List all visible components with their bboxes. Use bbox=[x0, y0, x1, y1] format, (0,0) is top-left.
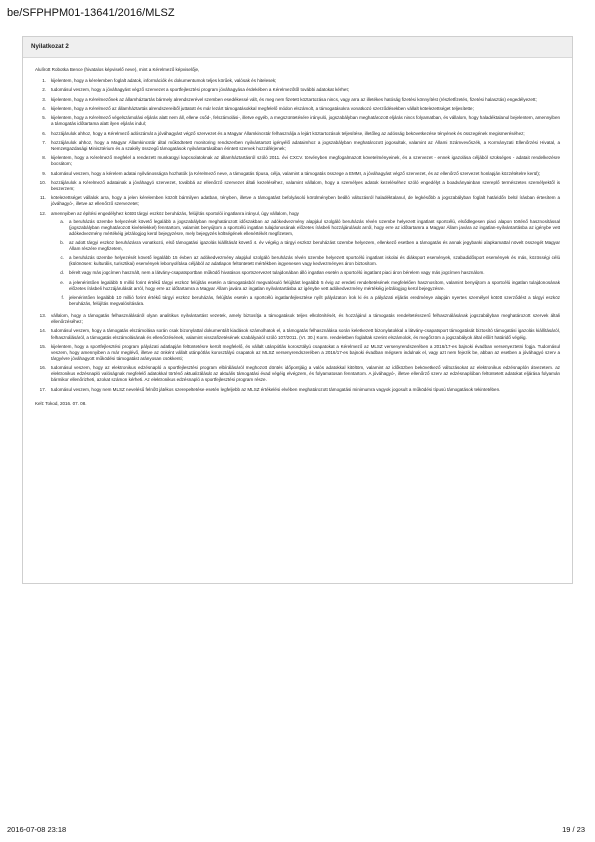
item-text: tudomásul veszem, hogy az elektronikus edzésnapló a sportfejlesztési program elbírálásáról meghozott döntés időpontjáig a valós adatokkal kitöltöm, valamint az időközben bekövetkező változásokat az elektronikus edzésnaplón átvezetem. az elektronikus edzésnapló valóságnak megfelelő adatokkal történő aktualizálását az aktuális támogatási évad végéig elvégzem, és folyamatosan fenntartom. A jóváhagyó-, illetve ellenőrző szerv az edzésnaplóban feltüntetett adatokat eljárása folyamán bármikor ellenőrizheti, azokat számon kérheti. Az elektronikus edzésnapló a sportfejlesztési program része. bbox=[51, 365, 560, 383]
sub-list bbox=[51, 219, 560, 307]
item-number: 17. bbox=[39, 386, 46, 392]
item-text: hozzájárulok ahhoz, hogy a Kérelmező adószámát a jóváhagyást végző szervezet és a Magyar Államkincstár felhasználja a lejárt köztartozások teljesítése, illetőleg az adósság bekövetkezése tényének és összegének megismeréséhez; bbox=[51, 130, 525, 136]
list-item bbox=[35, 171, 560, 177]
item-text: tudomásul veszem, hogy a kérelem adatai nyilvánosságra hozhatók (a Kérelmező neve, a támogatás típusa, célja, valamint a támogatás összege a EMMI, a jóváhagyást végző szervezet, és az ellenőrző szervezet honlapján közzétételre kerül); bbox=[51, 170, 541, 176]
list-item bbox=[35, 195, 560, 207]
footer-timestamp: 2016-07-08 23:18 bbox=[7, 825, 67, 834]
panel-title: Nyilatkozat 2 bbox=[23, 37, 572, 58]
list-item bbox=[35, 328, 560, 340]
list-item bbox=[35, 211, 560, 310]
sub-item bbox=[51, 295, 560, 307]
item-number: 16. bbox=[39, 365, 46, 371]
item-number: 11. bbox=[40, 195, 46, 201]
list-item bbox=[35, 313, 560, 325]
list-item bbox=[35, 106, 560, 112]
item-number: 13. bbox=[39, 313, 46, 319]
item-text: hozzájárulok ahhoz, hogy a Magyar Államkincstár által működtetett monitoring rendszerben nyilvántartott igényélő adataimhoz a jogszabályban meghatározott jogosultak, valamint az Állami Számvevőszék, a Kormányzati Ellenőrzési Hivatal, a Nemzetgazdasági Minisztérium és a szakély összegű támogatások nyilvántartásában érintett szervek hozzáférjenek; bbox=[51, 139, 560, 151]
sub-item-text: bérelt vagy más jogcímen használt, nem a látvány-csapatsportban működő hivatásos sportszervezet tulajdonában álló ingatlan esetén a sportcélú ingatlant piaci áron bérelem vagy más jogcímen használom. bbox=[69, 270, 485, 276]
page-number: 19 / 23 bbox=[562, 825, 585, 834]
item-text: tudomásul veszem, hogy a jóváhagyást végző szervezet a sportfejlesztési program jóváhagyása érdekében a Kérelmezőtől további adatokat kérhet; bbox=[51, 87, 349, 93]
item-number: 8. bbox=[42, 155, 46, 161]
item-number: 5. bbox=[42, 115, 46, 121]
item-number: 7. bbox=[42, 139, 46, 145]
sub-item bbox=[51, 255, 560, 267]
document-id: be/SFPHPM01-13641/2016/MLSZ bbox=[7, 7, 175, 19]
item-text: kijelentem, hogy a Kérelmező az államháztartás alrendszereiből juttatott és már lezárt támogatásokkal megfelelő módon elszámolt, a támogatásokra vonatkozó szerződésekben vállalt kötelezettséget teljesítette; bbox=[51, 105, 474, 111]
sub-item-text: a beruházás üzembe helyezését követő legalább a jogszabályban meghatározott időszakban az adókedvezmény alapjául szolgáló beruházás révén üzembe helyezett ingatlant sportcélú, elsődlegesen piaci alapon történő hasznosítással (jogszabályban meghatározott kivételekkel) fenntartom, valamint benyújtom a sportcélú ingatlan tulajdonosának előzetes írásbeli hozzájárulását arról, hogy erre az időtartamra a Magyar Állam javára az ingatlan-nyilvántartásba az igénybe vett adókedvezmény mértékéig jelzálogjog kerül bejegyzésre, mely bejegyzés költségének ellenértékét megfizetem, bbox=[69, 218, 560, 236]
sub-item bbox=[51, 280, 560, 292]
item-text: tudomásul veszem, hogy a támogatás elszámolása során csak bizonylattal dokumentált kiadások számolhatok el, a támogatás felhasználása során keletkezett bizonylatokkal a látvány-csapatsport támogatását biztosító támogatási igazolás kiállításáról, felhasználásáról, a támogatás elszámolásának és ellenőrzésének, valamint visszafizetésének szabályairól szóló 107/2011. (VI. 30.) Korm. rendeletben foglaltak szerint elszámolok, és megőrzöm a jogszabályok által előírt határidő végéig. bbox=[51, 328, 560, 340]
item-number: 9. bbox=[42, 170, 46, 176]
list-item bbox=[35, 131, 560, 137]
item-text: hozzájárulok a Kérelmező adatainak a jóváhagyó szervezet, továbbá az ellenőrző szervezet általi kezeléséhez, valamint vállalom, hogy a személyes adatok kezeléséhez szóló engedélyt a boadványainban szereplő természetes személyektől is beszerzem; bbox=[51, 179, 560, 191]
list-item bbox=[35, 140, 560, 152]
list-item bbox=[35, 115, 560, 127]
sub-item-text: jelenérintően legalább 10 millió forint értékű tárgyi eszköz beruházás, felújítás esetén a sportcélú ingatlanfejlesztése nyílt pályázaton írok ki és a pályázati eljárás eredménye alapján nyertes személyel kötött szerződést a tárgyi eszköz beruházás, felújítás megvalósítására. bbox=[69, 294, 560, 306]
sub-item bbox=[51, 240, 560, 252]
item-text: vállalom, hogy a támogatás felhasználásáról olyan analitikus nyilvántartást vezetek, amely biztosítja a támogatások teljes elkülönítését, és hozzájárul a támogatás rendeltetésszerű felhasználásának jogszabályban meghatározott szervek általi ellenőrzéséhez; bbox=[51, 313, 560, 325]
list-item bbox=[35, 78, 560, 84]
panel-body bbox=[23, 58, 572, 407]
item-number: 4. bbox=[42, 105, 46, 111]
sub-item-letter: c. bbox=[60, 255, 64, 261]
sub-item-text: a jelenérintően legalább 5 millió forint értékű tárgyi eszköz felújítás esetén a támogatásból megvalósuló felújítást legalább 5 évig az eredeti rendeltetésének megfelelően hasznosítom, valamint benyújtom a sportcélú ingatlan tulajdonosának előzetes írásbeli hozzájárulását arról, hogy erre az időtartamra a Magyar Állam javára az ingatlan nyilvántartásba az igénybe vett adókedvezmény mértékéig jelzálogjog kerül bejegyzésre. bbox=[69, 279, 560, 291]
item-number: 14. bbox=[39, 328, 46, 334]
item-text: kijelentem, hogy a Kérelmező megfelel a rendezett munkaügyi kapcsolatoknak az államháztartásról szóló 2011. évi CXCV. törvényben megfogalmazott követelményeinek, és a szervezet - ennek igazolása céljából szükséges - adatait rendelkezésre bocsátom; bbox=[51, 155, 560, 167]
list-item bbox=[35, 344, 560, 362]
item-text: kijelentem, hogy a kérelemben foglalt adatok, információk és dokumentumok teljes körűek, valósak és hitelesek; bbox=[51, 78, 277, 84]
sub-item bbox=[51, 219, 560, 237]
item-text: kijelentem, hogy a sportfejlesztési program pályázati adatlapján feltüntetésre került megfelelő, és vállalt utánpótlás korosztályú csapatokat a Kérelmező az MLSZ versenyrendszerében a 2016/17-es bajnoki évadban versenyeztetni fogja. Tudomásul veszem, hogy amennyiben a már meglévő, illetve az önként vállalt utánpótlás korosztályú csapatok az MLSZ versenyrendszerében a 2016/17-es bajnoki évadban mégsem indulnak el, vagy azt nem fejezik be, abban az esetben a jóváhagyó szerv a tárgyévre jóváhagyott működési támogatást arányosan csökkenti; bbox=[51, 343, 560, 361]
sub-item-letter: a. bbox=[60, 218, 64, 224]
list-item bbox=[35, 387, 560, 393]
item-number: 6. bbox=[42, 130, 46, 136]
item-number: 12. bbox=[39, 210, 46, 216]
item-text: tudomásul veszem, hogy nem MLSZ nevelésű felnőtt játékos szerepeltetése esetén legfeljebb az MLSZ értékelési elvében meghatározott támogatási minimumra vagyok jogosult a működési típusú támogatások tekintetében. bbox=[51, 386, 501, 392]
list-item bbox=[35, 180, 560, 192]
item-text: kijelentem, hogy a Kérelmező végelszámolási eljárás alatt nem áll, ellene csőd-, felszámolási-, illetve egyéb, a megszüntetésére irányuló, jogszabályban meghatározott eljárás nincs folyamatban, és vállalom, hogy haladéktalanul bejelentem, amennyiben a támogatás időtartama alatt ilyen eljárás indul; bbox=[51, 115, 560, 127]
item-number: 10. bbox=[39, 179, 46, 185]
sub-item-letter: f. bbox=[61, 294, 64, 300]
item-number: 2. bbox=[42, 87, 46, 93]
list-item bbox=[35, 155, 560, 167]
intro-text: Alulírott Robotka Bence (hivatalos képviselő neve), mint a Kérelmező képviselője, bbox=[35, 67, 200, 72]
declaration-list bbox=[35, 78, 560, 393]
list-item bbox=[35, 97, 560, 103]
item-number: 3. bbox=[42, 96, 46, 102]
sub-item-letter: d. bbox=[60, 270, 64, 276]
sub-item-letter: e. bbox=[60, 279, 64, 285]
list-item bbox=[35, 87, 560, 93]
item-content bbox=[51, 211, 560, 310]
list-item bbox=[35, 365, 560, 383]
sub-item bbox=[51, 270, 560, 276]
item-text: amennyiben az építési engedélyhez kötött tárgyi eszköz beruházás, felújítás sportolói ingatlanra irányul, úgy vállalom, hogy bbox=[51, 210, 299, 216]
sub-item-text: a beruházás üzembe helyezését követő legalább 15 évben az adókedvezmény alapjául szolgáló beruházás révén üzembe helyezett sportcélú ingatlant iskolai és diáksport események, szabadidősport események és más, közösségi célú (különösen: kulturális, turisztikai) események lebonyolítása céljából az adatlapon feltüntetett mértékben ingyenesen vagy kedvezményes áron biztosítom. bbox=[69, 255, 560, 267]
declaration-panel bbox=[22, 36, 573, 584]
item-number: 15. bbox=[39, 343, 46, 349]
signature-date: Kelt: Tokod, 2016. 07. 08. bbox=[35, 400, 87, 406]
sub-item-letter: b. bbox=[60, 240, 64, 246]
item-text: kijelentem, hogy a Kérelmezőnek az államháztartás bármely alrendszerével szemben esedékessé vált, és meg nem fizetett köztartozása nincs, vagy arra az illetékes hatóság fizetési könnyítést (részletfizetés, fizetési halasztás) engedélyezett; bbox=[51, 96, 537, 102]
item-text: kötelezettséget vállalok arra, hogy a jelen kérelemben közölt bármilyen adatban, tényben, illetve a támogatást befolyásoló körülményben beálló változásról haladéktalanul, de legkésőbb a jogszabályban foglalt határidőn belül írásban értesítem a jóváhagyó-, illetve az ellenőrző szervezetet; bbox=[51, 195, 560, 207]
sub-item-text: az adott tárgyi eszköz beruházásra vonatkozó, első támogatási igazolás kiállítását követő 4. év végéig a tárgyi eszköz beruházást üzembe helyezem, ellenkező esetben a támogatás és annak jegybanki alapkamattal növelt összegét Magyar Állam részére megfizetem, bbox=[69, 240, 560, 252]
item-number: 1. bbox=[42, 78, 46, 84]
